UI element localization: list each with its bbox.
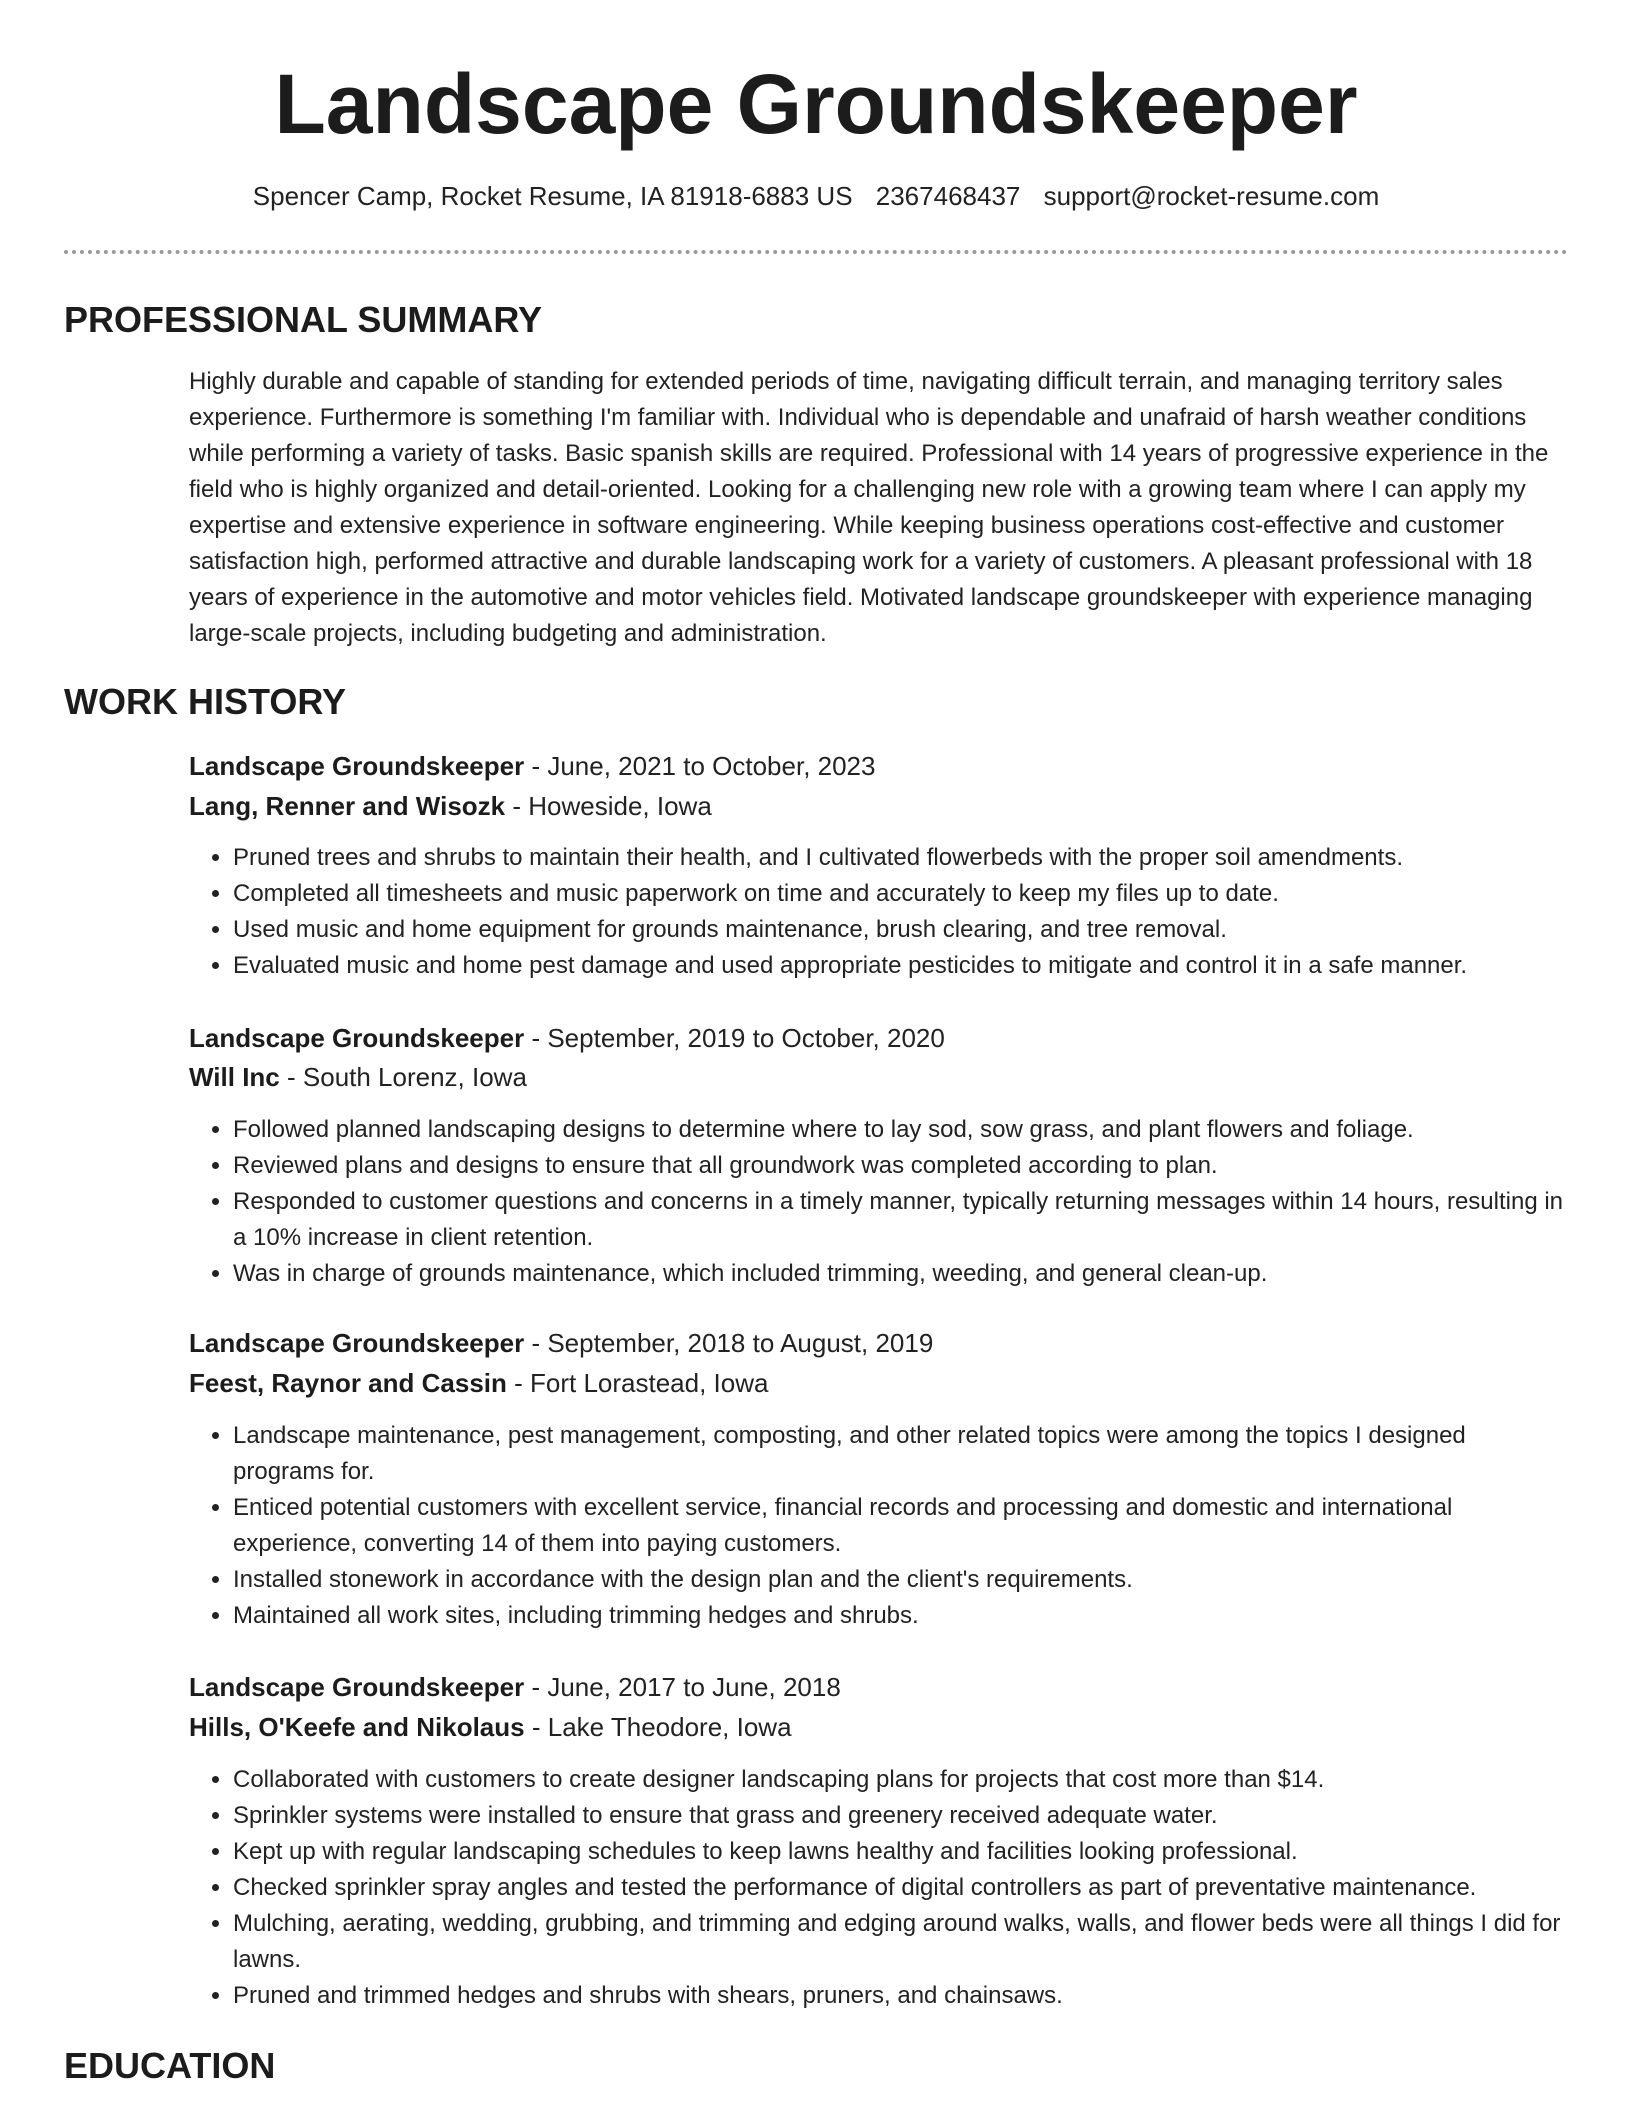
job-location: - Howeside, Iowa xyxy=(505,791,712,821)
contact-line xyxy=(0,178,1632,214)
job-bullet: • Kept up with regular landscaping schedules to keep lawns healthy and facilities looking professional. xyxy=(233,1834,1569,1870)
job-bullet: • Reviewed plans and designs to ensure that all groundwork was completed according to plan. xyxy=(233,1148,1569,1184)
resume-title: Landscape Groundskeeper xyxy=(274,57,1358,151)
job-bullet: • Was in charge of grounds maintenance, which included trimming, weeding, and general clean-up. xyxy=(233,1256,1569,1292)
job-bullet: • Installed stonework in accordance with the design plan and the client's requirements. xyxy=(233,1562,1569,1598)
job-title: Landscape Groundskeeper xyxy=(189,751,525,781)
job-company-line xyxy=(189,1059,1569,1095)
job-bullet: • Evaluated music and home pest damage and used appropriate pesticides to mitigate and control it in a safe manner. xyxy=(233,948,1569,984)
job-bullet-list xyxy=(189,840,1569,984)
job-bullet: • Mulching, aerating, wedding, grubbing, and trimming and edging around walks, walls, and flower beds were all things I did for lawns. xyxy=(233,1906,1569,1978)
summary-heading: PROFESSIONAL SUMMARY xyxy=(64,299,543,340)
job-bullet: • Followed planned landscaping designs to determine where to lay sod, sow grass, and plant flowers and foliage. xyxy=(233,1112,1569,1148)
job-bullet: • Pruned trees and shrubs to maintain their health, and I cultivated flowerbeds with the proper soil amendments. xyxy=(233,840,1569,876)
job-bullet: • Collaborated with customers to create designer landscaping plans for projects that cost more than $14. xyxy=(233,1762,1569,1798)
job-title: Landscape Groundskeeper xyxy=(189,1672,525,1702)
job-title: Landscape Groundskeeper xyxy=(189,1023,525,1053)
job-bullet: • Checked sprinkler spray angles and tested the performance of digital controllers as part of preventative maintenance. xyxy=(233,1870,1569,1906)
job-title-line xyxy=(189,1325,1569,1361)
job-location: - Fort Lorastead, Iowa xyxy=(506,1368,769,1398)
job-dates: - June, 2021 to October, 2023 xyxy=(524,751,876,781)
job-company-line xyxy=(189,788,1569,824)
job-bullet: • Maintained all work sites, including trimming hedges and shrubs. xyxy=(233,1598,1569,1634)
job-dates: - September, 2019 to October, 2020 xyxy=(524,1023,945,1053)
job-title-line xyxy=(189,748,1569,784)
header-divider xyxy=(64,250,1568,254)
contact-address: Spencer Camp, Rocket Resume, IA 81918-6883 US xyxy=(252,181,853,211)
job-bullet-list xyxy=(189,1112,1569,1292)
job-company: Feest, Raynor and Cassin xyxy=(189,1368,507,1398)
job-dates: - September, 2018 to August, 2019 xyxy=(524,1328,934,1358)
job-location: - Lake Theodore, Iowa xyxy=(524,1712,792,1742)
job-bullet-list xyxy=(189,1418,1569,1634)
job-company-line xyxy=(189,1365,1569,1401)
job-company: Will Inc xyxy=(189,1062,280,1092)
job-bullet: • Enticed potential customers with excellent service, financial records and processing and domestic and international experience, converting 14 of them into paying customers. xyxy=(233,1490,1569,1562)
job-dates: - June, 2017 to June, 2018 xyxy=(524,1672,841,1702)
education-heading: EDUCATION xyxy=(64,2045,276,2086)
job-title: Landscape Groundskeeper xyxy=(189,1328,525,1358)
job-company: Lang, Renner and Wisozk xyxy=(189,791,506,821)
job-bullet: • Pruned and trimmed hedges and shrubs with shears, pruners, and chainsaws. xyxy=(233,1978,1569,2014)
job-company-line xyxy=(189,1709,1569,1745)
job-title-line xyxy=(189,1020,1569,1056)
job-bullet: • Responded to customer questions and concerns in a timely manner, typically returning messages within 14 hours, resulting in a 10% increase in client retention. xyxy=(233,1184,1569,1256)
job-bullet: • Landscape maintenance, pest management, composting, and other related topics were among the topics I designed programs for. xyxy=(233,1418,1569,1490)
job-bullet: • Completed all timesheets and music paperwork on time and accurately to keep my files up to date. xyxy=(233,876,1569,912)
job-company: Hills, O'Keefe and Nikolaus xyxy=(189,1712,525,1742)
job-bullet: • Sprinkler systems were installed to ensure that grass and greenery received adequate water. xyxy=(233,1798,1569,1834)
job-title-line xyxy=(189,1669,1569,1705)
job-location: - South Lorenz, Iowa xyxy=(279,1062,527,1092)
contact-phone: 2367468437 xyxy=(875,181,1021,211)
work-history-heading: WORK HISTORY xyxy=(64,681,347,722)
job-bullet: • Used music and home equipment for grounds maintenance, brush clearing, and tree removal. xyxy=(233,912,1569,948)
contact-email: support@rocket-resume.com xyxy=(1043,181,1380,211)
summary-text: Highly durable and capable of standing for extended periods of time, navigating difficult terrain, and managing territory sales experience. Furthermore is something I'm familiar with. Individual who is dependable and unafraid of harsh weather conditions while performing a variety of tasks. Basic spanish skills are required. Professional with 14 years of progressive experience in the field who is highly organized and detail-oriented. Looking for a challenging new role with a growing team where I can apply my expertise and extensive experience in software engineering. While keeping business operations cost-effective and customer satisfaction high, performed attractive and durable landscaping work for a variety of customers. A pleasant professional with 18 years of experience in the automotive and motor vehicles field. Motivated landscape groundskeeper with experience managing large-scale projects, including budgeting and administration. xyxy=(189,368,1549,647)
job-bullet-list xyxy=(189,1762,1569,2014)
